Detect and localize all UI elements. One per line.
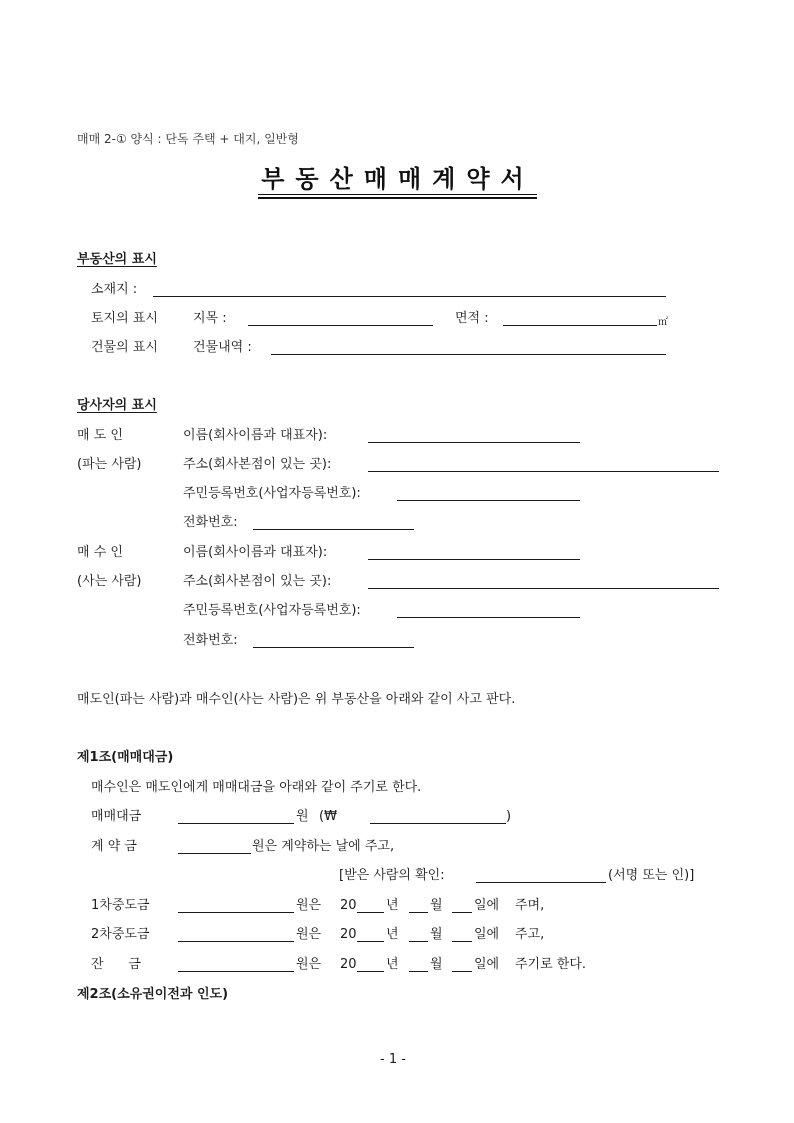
buyer-address-label: 주소(회사본점이 있는 곳): (183, 574, 332, 589)
location-label: 소재지 : (91, 282, 138, 297)
year-text: 년 (386, 898, 399, 913)
payment-ending-text: 주며, (515, 898, 545, 913)
seller-phone-label: 전화번호: (183, 515, 238, 530)
land-category-label: 지목 : (193, 311, 227, 326)
buyer-address-field[interactable] (368, 588, 719, 589)
deposit-label: 계 약 금 (91, 839, 137, 854)
month-field[interactable] (409, 912, 428, 913)
month-text: 월 (430, 957, 443, 972)
building-detail-label: 건물내역 : (193, 340, 252, 355)
buyer-name-label: 이름(회사이름과 대표자): (183, 545, 328, 560)
day-text: 일에 (474, 927, 500, 942)
page-number: - 1 - (380, 1052, 406, 1067)
title-underline-top (258, 194, 537, 195)
won-eun-text: 원은 (296, 957, 322, 972)
year-text: 년 (386, 927, 399, 942)
payment-row-label: 잔 금 (91, 957, 141, 972)
buyer-label: 매 수 인 (77, 545, 123, 560)
payment-amount-field[interactable] (178, 971, 294, 972)
article1-text: 매수인은 매도인에게 매매대금을 아래와 같이 주기로 한다. (91, 780, 422, 795)
month-field[interactable] (409, 971, 428, 972)
day-text: 일에 (474, 957, 500, 972)
price-label: 매매대금 (91, 809, 142, 824)
payment-row-label: 1차중도금 (91, 898, 150, 913)
seller-address-field[interactable] (368, 471, 719, 472)
property-heading: 부동산의 표시 (77, 252, 157, 267)
price-won: 원 (296, 809, 309, 824)
day-text: 일에 (474, 898, 500, 913)
day-field[interactable] (452, 912, 472, 913)
won-eun-text: 원은 (296, 898, 322, 913)
seller-label: 매 도 인 (77, 428, 123, 443)
seller-phone-field[interactable] (253, 529, 414, 530)
month-text: 월 (430, 927, 443, 942)
buyer-sub-label: (사는 사람) (77, 574, 142, 589)
intro-text: 매도인(파는 사람)과 매수인(사는 사람)은 위 부동산을 아래와 같이 사고 판다. (77, 692, 516, 707)
year-field[interactable] (357, 941, 384, 942)
payment-amount-field[interactable] (178, 912, 294, 913)
price-korean-field[interactable] (178, 823, 294, 824)
price-won-sign: (₩ (319, 809, 337, 824)
buyer-phone-field[interactable] (253, 647, 414, 648)
year-field[interactable] (357, 912, 384, 913)
title-underline-bottom (258, 197, 537, 199)
seller-id-label: 주민등록번호(사업자등록번호): (183, 486, 361, 501)
article2-heading: 제2조(소유권이전과 인도) (77, 987, 229, 1002)
won-eun-text: 원은 (296, 927, 322, 942)
seller-name-field[interactable] (368, 442, 580, 443)
seller-sub-label: (파는 사람) (77, 457, 142, 472)
deposit-field[interactable] (178, 853, 251, 854)
article1-heading: 제1조(매매대금) (77, 750, 174, 765)
year-prefix: 20 (340, 927, 357, 942)
receipt-signature-field[interactable] (476, 882, 606, 883)
year-prefix: 20 (340, 898, 357, 913)
year-text: 년 (386, 957, 399, 972)
price-close-paren: ) (506, 809, 512, 824)
payment-ending-text: 주기로 한다. (515, 957, 587, 972)
deposit-text: 원은 계약하는 날에 주고, (252, 839, 395, 854)
month-field[interactable] (409, 941, 428, 942)
parties-heading: 당사자의 표시 (77, 398, 157, 413)
land-category-field[interactable] (248, 325, 433, 326)
area-label: 면적 : (455, 311, 489, 326)
payment-row-label: 2차중도금 (91, 927, 150, 942)
receipt-sign-note: (서명 또는 인)] (608, 868, 695, 883)
building-detail-field[interactable] (271, 354, 666, 355)
area-unit: ㎡ (658, 317, 668, 328)
seller-name-label: 이름(회사이름과 대표자): (183, 428, 328, 443)
day-field[interactable] (452, 971, 472, 972)
area-field[interactable] (503, 325, 657, 326)
land-label: 토지의 표시 (91, 311, 158, 326)
price-number-field[interactable] (370, 823, 506, 824)
buyer-id-label: 주민등록번호(사업자등록번호): (183, 603, 361, 618)
buyer-name-field[interactable] (368, 559, 580, 560)
location-field[interactable] (153, 296, 666, 297)
seller-address-label: 주소(회사본점이 있는 곳): (183, 457, 332, 472)
seller-id-field[interactable] (397, 500, 580, 501)
building-label: 건물의 표시 (91, 340, 158, 355)
buyer-phone-label: 전화번호: (183, 633, 238, 648)
buyer-id-field[interactable] (397, 617, 580, 618)
document-title: 부동산매매계약서 (261, 165, 535, 193)
receipt-label: [받은 사람의 확인: (339, 868, 445, 883)
payment-ending-text: 주고, (515, 927, 545, 942)
year-field[interactable] (357, 971, 384, 972)
month-text: 월 (430, 898, 443, 913)
year-prefix: 20 (340, 957, 357, 972)
day-field[interactable] (452, 941, 472, 942)
form-type-label: 매매 2-① 양식 : 단독 주택 + 대지, 일반형 (77, 132, 299, 146)
payment-amount-field[interactable] (178, 941, 294, 942)
